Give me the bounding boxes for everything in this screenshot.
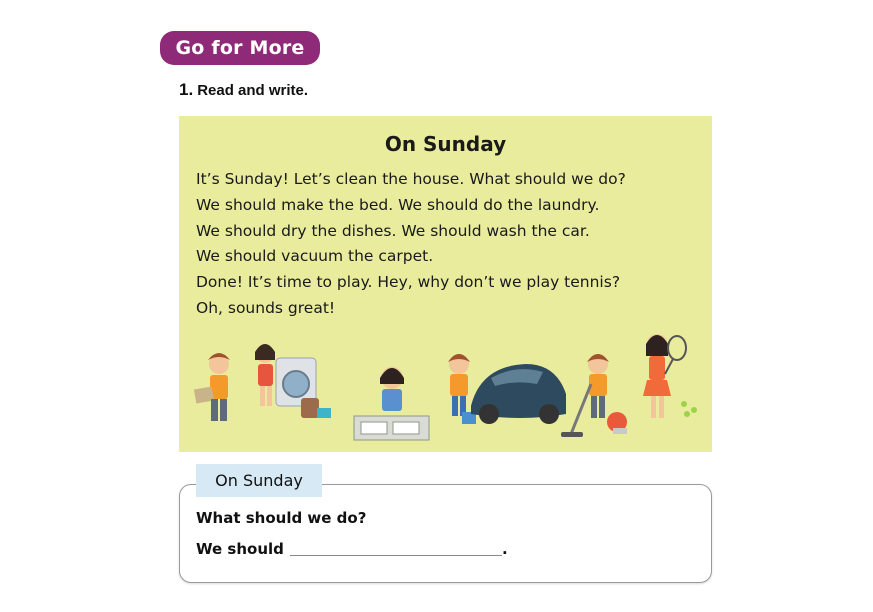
answer-tab-label: On Sunday [196, 464, 322, 497]
boy-folding-laundry-figure [194, 353, 230, 421]
answer-box [179, 484, 712, 583]
story-line: We should vacuum the carpet. [196, 247, 434, 266]
girl-drying-dishes-figure [354, 367, 429, 440]
story-line: We should dry the dishes. We should wash the car. [196, 221, 590, 240]
boy-vacuuming-figure [561, 354, 627, 437]
instruction-number: 1. [179, 80, 194, 99]
story-title: On Sunday [384, 132, 507, 156]
story-line: We should make the bed. We should do the laundry. [196, 195, 600, 214]
question-text: What should we do? [196, 509, 367, 527]
answer-period: . [502, 540, 508, 558]
instruction [179, 80, 308, 100]
story-panel [179, 116, 712, 452]
story-line: Oh, sounds great! [196, 298, 336, 317]
answer-blank-line[interactable] [290, 555, 502, 556]
story-line: It’s Sunday! Let’s clean the house. What should we do? [196, 170, 626, 188]
instruction-text: Read and write. [197, 82, 309, 99]
story-line: Done! It’s time to play. Hey, why don’t we play tennis? [196, 273, 621, 292]
girl-doing-laundry-figure [255, 344, 331, 418]
section-badge: Go for More [160, 31, 320, 65]
boy-washing-car-figure [448, 354, 566, 424]
chores-illustration [179, 116, 712, 452]
answer-prefix: We should [196, 540, 284, 558]
girl-tennis-figure [643, 334, 697, 418]
